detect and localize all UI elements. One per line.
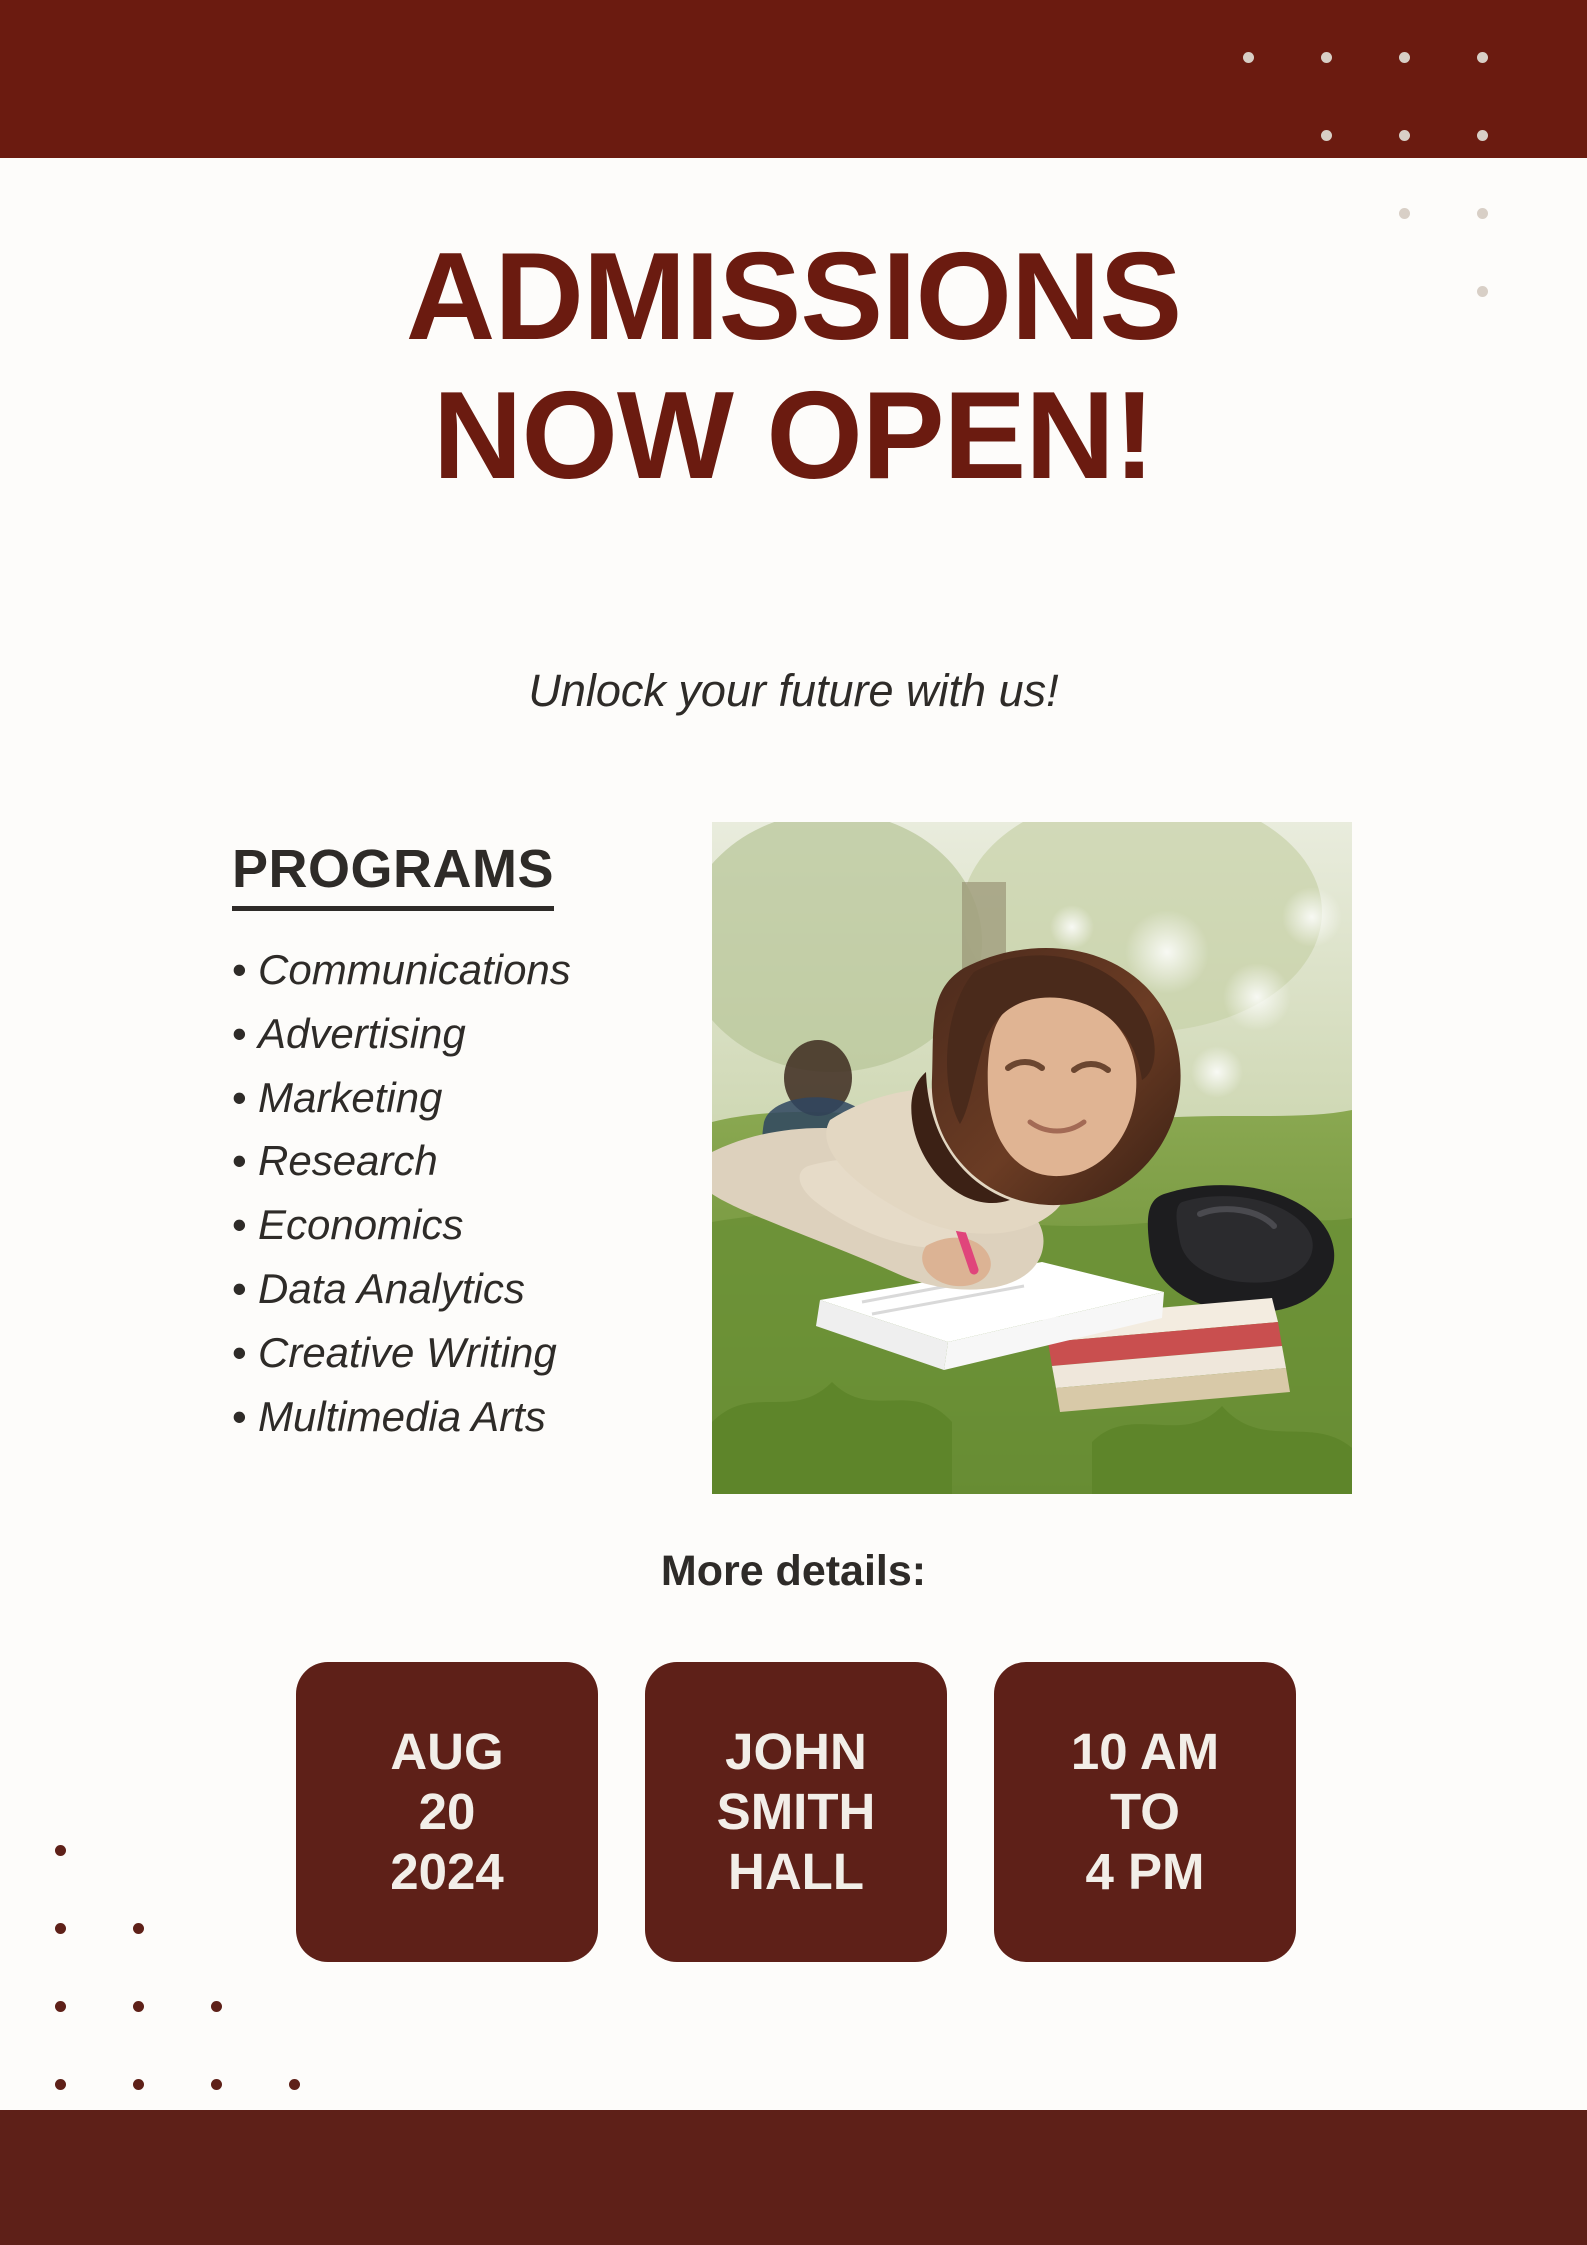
- decorative-dot: [1399, 208, 1410, 219]
- decorative-dot: [1165, 130, 1176, 141]
- decorative-dot: [1321, 52, 1332, 63]
- student-photo: [712, 822, 1352, 1494]
- bottom-bar: [0, 2110, 1587, 2245]
- programs-list: [232, 938, 702, 1449]
- detail-card-time-line-2: TO: [1110, 1782, 1180, 1840]
- more-details-label: More details:: [660, 1547, 927, 1595]
- list-item: • Communications: [232, 938, 702, 1002]
- detail-card-venue-line-2: SMITH: [716, 1782, 876, 1840]
- decorative-dot: [133, 2079, 144, 2090]
- decorative-dot: [55, 2001, 66, 2012]
- detail-card-time-line-1: 10 AM: [1070, 1722, 1220, 1780]
- detail-card-venue-line-1: JOHN: [725, 1722, 867, 1780]
- decorative-dot: [1399, 52, 1410, 63]
- headline-line-2: NOW OPEN!: [432, 366, 1155, 505]
- decorative-dot: [1165, 52, 1176, 63]
- decorative-dot: [289, 2079, 300, 2090]
- decorative-dot: [1321, 208, 1332, 219]
- decorative-dot: [367, 1845, 378, 1856]
- decorative-dot: [1165, 208, 1176, 219]
- decorative-dot: [55, 2079, 66, 2090]
- list-item: • Data Analytics: [232, 1257, 702, 1321]
- decorative-dot: [133, 2001, 144, 2012]
- decorative-dot: [133, 1845, 144, 1856]
- detail-card-venue: [645, 1662, 947, 1962]
- decorative-dot: [211, 2079, 222, 2090]
- detail-card-venue-line-3: HALL: [728, 1843, 864, 1901]
- decorative-dot: [1243, 130, 1254, 141]
- decorative-dot: [55, 1845, 66, 1856]
- decorative-dot: [367, 2001, 378, 2012]
- decorative-dot: [367, 2079, 378, 2090]
- decorative-dot: [1399, 130, 1410, 141]
- detail-card-date-line-3: 2024: [390, 1843, 504, 1901]
- headline-line-1: ADMISSIONS: [405, 228, 1182, 366]
- decorative-dot: [289, 2001, 300, 2012]
- decorative-dot: [211, 1923, 222, 1934]
- detail-card-time: [994, 1662, 1296, 1962]
- decorative-dot: [55, 1923, 66, 1934]
- decorative-dot: [1477, 52, 1488, 63]
- list-item: • Economics: [232, 1193, 702, 1257]
- details-cards: [296, 1662, 1296, 1962]
- decorative-dot: [1321, 130, 1332, 141]
- detail-card-time-line-3: 4 PM: [1085, 1843, 1205, 1901]
- programs-section: [232, 838, 702, 1449]
- decorative-dot: [1477, 208, 1488, 219]
- decorative-dot: [211, 2001, 222, 2012]
- decorative-dot: [1243, 52, 1254, 63]
- list-item: • Advertising: [232, 1002, 702, 1066]
- decorative-dot: [1243, 208, 1254, 219]
- decorative-dot: [211, 1845, 222, 1856]
- decorative-dot: [289, 1845, 300, 1856]
- list-item: • Creative Writing: [232, 1321, 702, 1385]
- list-item: • Multimedia Arts: [232, 1385, 702, 1449]
- list-item: • Research: [232, 1129, 702, 1193]
- decorative-dot: [289, 1923, 300, 1934]
- programs-heading: PROGRAMS: [232, 838, 554, 911]
- decorative-dot: [133, 1923, 144, 1934]
- subtitle: Unlock your future with us!: [528, 665, 1059, 716]
- detail-card-date-line-2: 20: [418, 1782, 476, 1840]
- decorative-dot: [367, 1923, 378, 1934]
- decorative-dot: [1477, 130, 1488, 141]
- page-title: [0, 228, 1587, 506]
- detail-card-date-line-1: AUG: [390, 1722, 504, 1780]
- list-item: • Marketing: [232, 1066, 702, 1130]
